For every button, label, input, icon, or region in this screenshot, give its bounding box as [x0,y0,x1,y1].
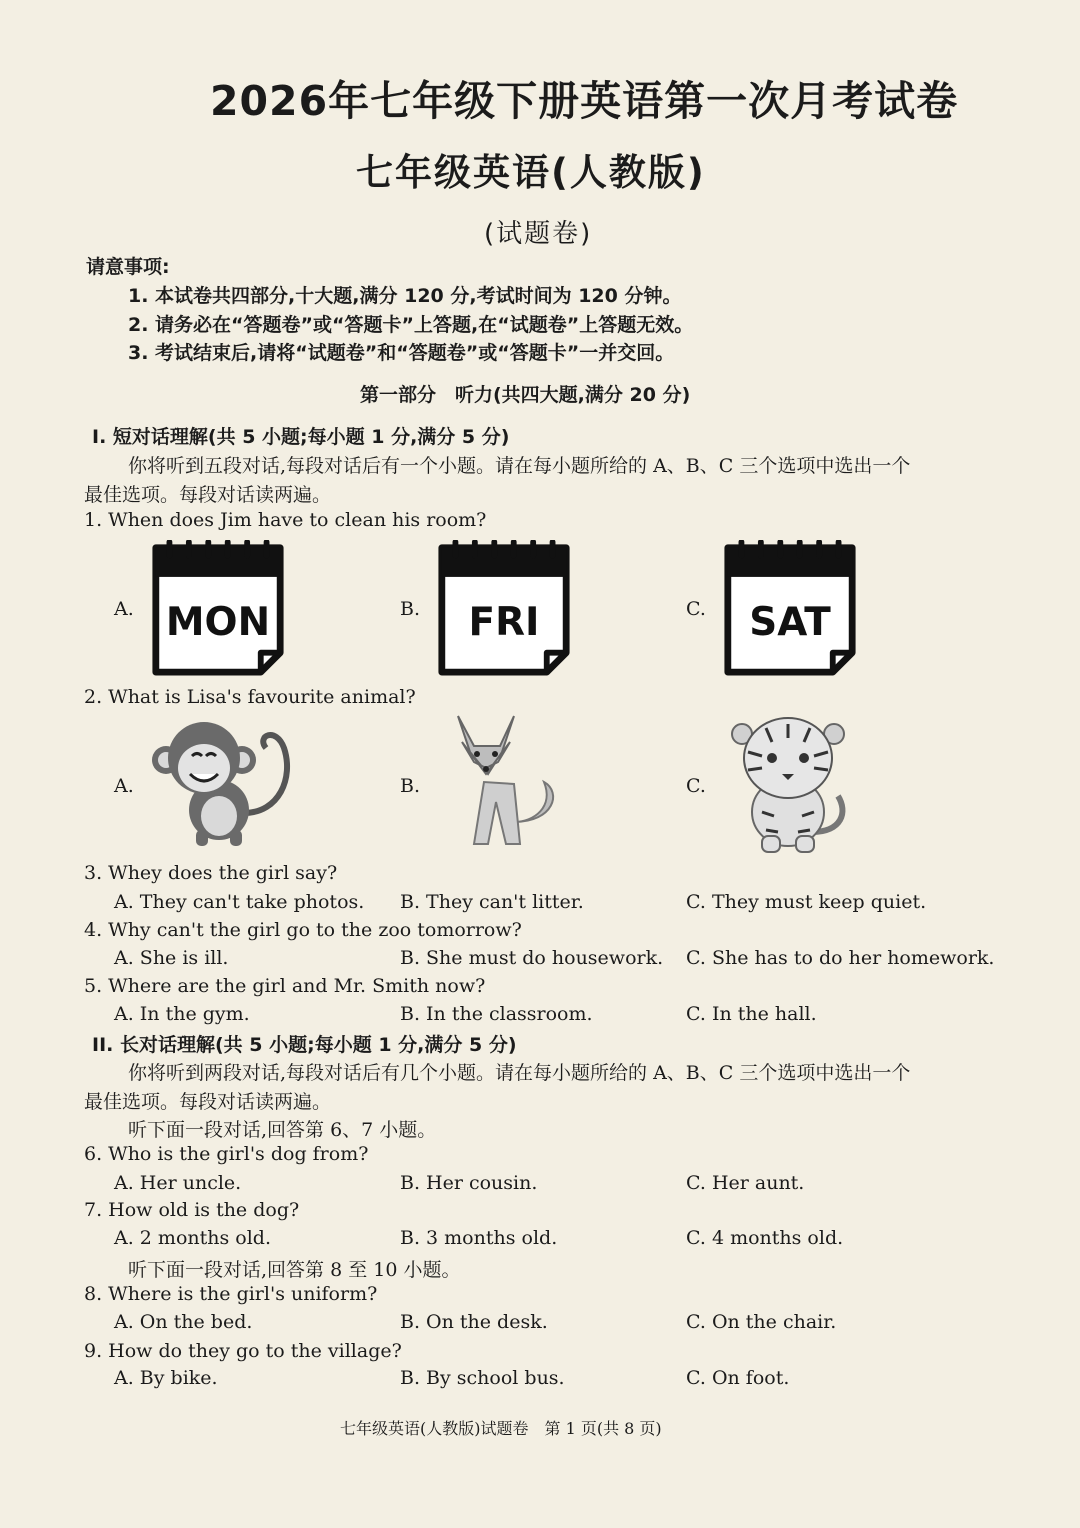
notice-item: 1. 本试卷共四部分,十大题,满分 120 分,考试时间为 120 分钟。 [128,285,682,307]
section-instruction: 最佳选项。每段对话读两遍。 [84,1091,332,1113]
option-c: C. 4 months old. [686,1227,844,1249]
option-c: C. On the chair. [686,1311,837,1333]
option-a: A. In the gym. [114,1003,250,1025]
option-a: A. Her uncle. [114,1172,242,1194]
monkey-icon [144,718,294,848]
tiger-icon [726,712,850,856]
section-instruction: 你将听到两段对话,每段对话后有几个小题。请在每小题所给的 A、B、C 三个选项中选出一个 [128,1062,911,1084]
exam-subtitle: 七年级英语(人教版) [356,151,706,194]
option-label: A. [114,598,134,620]
section-instruction: 最佳选项。每段对话读两遍。 [84,484,332,506]
option-c: C. She has to do her homework. [686,947,995,969]
option-a: A. On the bed. [114,1311,253,1333]
section-title: II. 长对话理解(共 5 小题;每小题 1 分,满分 5 分) [92,1034,517,1056]
option-b: B. They can't litter. [400,891,584,913]
question-text: 4. Why can't the girl go to the zoo tomorrow? [84,919,522,941]
notice-item: 2. 请务必在“答题卷”或“答题卡”上答题,在“试题卷”上答题无效。 [128,314,694,336]
notice-title: 请意事项: [86,256,170,278]
option-label: B. [400,598,421,620]
calendar-day-label: MON [165,600,271,646]
section-title: I. 短对话理解(共 5 小题;每小题 1 分,满分 5 分) [92,426,510,448]
option-a: A. 2 months old. [114,1227,272,1249]
question-text: 2. What is Lisa's favourite animal? [84,686,416,708]
question-text: 7. How old is the dog? [84,1199,300,1221]
option-b: B. By school bus. [400,1367,565,1389]
calendar-day-label: SAT [749,600,831,646]
option-c: C. In the hall. [686,1003,817,1025]
option-c: C. Her aunt. [686,1172,805,1194]
option-b: B. Her cousin. [400,1172,538,1194]
notice-item: 3. 考试结束后,请将“试题卷”和“答题卷”或“答题卡”一并交回。 [128,342,675,364]
option-b: B. In the classroom. [400,1003,593,1025]
question-text: 5. Where are the girl and Mr. Smith now? [84,975,486,997]
option-label: C. [686,775,706,797]
option-c: C. They must keep quiet. [686,891,927,913]
calendar-icon [436,540,572,676]
calendar-icon [722,540,858,676]
exam-title: 2026年七年级下册英语第一次月考试卷 [210,77,959,125]
option-b: B. On the desk. [400,1311,548,1333]
page-footer: 七年级英语(人教版)试题卷 第 1 页(共 8 页) [340,1419,662,1438]
option-a: A. They can't take photos. [114,891,365,913]
option-label: B. [400,775,421,797]
calendar-day-label: FRI [468,600,540,646]
option-label: C. [686,598,706,620]
option-c: C. On foot. [686,1367,790,1389]
option-a: A. She is ill. [114,947,229,969]
dialog-note: 听下面一段对话,回答第 8 至 10 小题。 [128,1259,461,1281]
question-text: 3. Whey does the girl say? [84,862,338,884]
fox-icon [444,712,564,854]
paper-type: (试题卷) [484,219,593,249]
calendar-icon [150,540,286,676]
option-label: A. [114,775,134,797]
option-a: A. By bike. [114,1367,218,1389]
part-title: 第一部分 听力(共四大题,满分 20 分) [360,384,691,406]
section-instruction: 你将听到五段对话,每段对话后有一个小题。请在每小题所给的 A、B、C 三个选项中选出一个 [128,455,911,477]
question-text: 1. When does Jim have to clean his room? [84,509,487,531]
option-b: B. She must do housework. [400,947,664,969]
question-text: 8. Where is the girl's uniform? [84,1283,378,1305]
question-text: 6. Who is the girl's dog from? [84,1143,369,1165]
question-text: 9. How do they go to the village? [84,1340,402,1362]
option-b: B. 3 months old. [400,1227,558,1249]
dialog-note: 听下面一段对话,回答第 6、7 小题。 [128,1119,437,1141]
